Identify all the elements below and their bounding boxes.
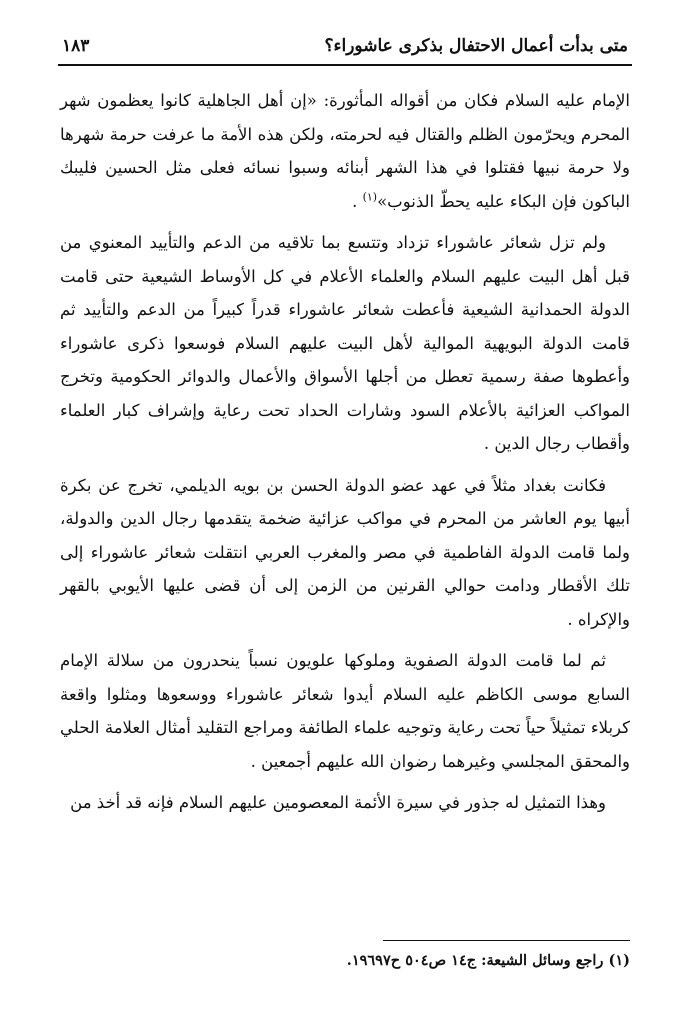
running-title: متى بدأت أعمال الاحتفال بذكرى عاشوراء؟ — [324, 36, 628, 56]
footnote-rule — [383, 940, 630, 941]
paragraph-5: وهذا التمثيل له جذور في سيرة الأئمة المعصومين عليهم السلام فإنه قد أخذ من — [70, 793, 606, 812]
paragraph-2: ولم تزل شعائر عاشوراء تزداد وتتسع بما تلاقيه من الدعم والتأييد المعنوي من قبل أهل البيت عليهم السلام والعلماء الأعلام في كل الأوساط الشيعية حتى قامت الدولة الحمدانية الشيعية فأعطت شعائر عاشوراء قدراً كبيراً من الدعم والتأييد ثم قامت الدولة البويهية الموالية لأهل البيت عليهم السلام فوسعوا ذكرى عاشوراء وأعطوها صفة رسمية تعطل من أجلها الأسواق والأعمال والدوائر الحكومية وتخرج المواكب العزائية بالأعلام السود وشارات الحداد تحت رعاية وإشراف كبار العلماء وأقطاب رجال الدين . — [60, 233, 630, 453]
footnote: (١) راجع وسائل الشيعة: ج١٤ ص٥٠٤ ح١٩٦٩٧. — [346, 952, 630, 969]
paragraph-tail: . — [352, 191, 363, 211]
page-number: ١٨٣ — [62, 36, 90, 56]
paragraph-3: فكانت بغداد مثلاً في عهد عضو الدولة الحسن بن بويه الديلمي، تخرج عن بكرة أبيها يوم العاشر من المحرم في مواكب عزائية ضخمة يتقدمها رجال الدين والدولة، ولما قامت الدولة الفاطمية في مصر والمغرب العربي انتقلت شعائر عاشوراء إلى تلك الأقطار ودامت حوالي القرنين من الزمن إلى أن قضى عليها الأيوبي بالقهر والإكراه . — [60, 475, 630, 629]
footnote-reference: (١) — [362, 190, 378, 203]
paragraph-1 — [60, 84, 630, 218]
paragraph-4: ثم لما قامت الدولة الصفوية وملوكها علويون نسباً ينحدرون من سلالة الإمام السابع موسى الكاظم عليه السلام أيدوا شعائر عاشوراء ووسعوها ومثلوا واقعة كربلاء تمثيلاً حياً تحت رعاية وتوجيه علماء الطائفة ومراجع التقليد أمثال العلامة الحلي والمحقق المجلسي وغيرهما رضوان الله عليهم أجمعين . — [60, 651, 630, 771]
main-text — [60, 84, 630, 828]
paragraph-text: الإمام عليه السلام فكان من أقواله المأثورة: «إن أهل الجاهلية كانوا يعظمون شهر المحرم ويحرّمون الظلم والقتال فيه لحرمته، ولكن هذه الأمة ما عرفت حرمة شهرها ولا حرمة نبيها فقتلوا في هذا الشهر أبنائه وسبوا نسائه فعلى مثل الحسين فليبك الباكون فإن البكاء عليه يحطّ الذنوب» — [60, 91, 630, 211]
page-header — [62, 30, 628, 62]
header-rule — [58, 64, 632, 66]
